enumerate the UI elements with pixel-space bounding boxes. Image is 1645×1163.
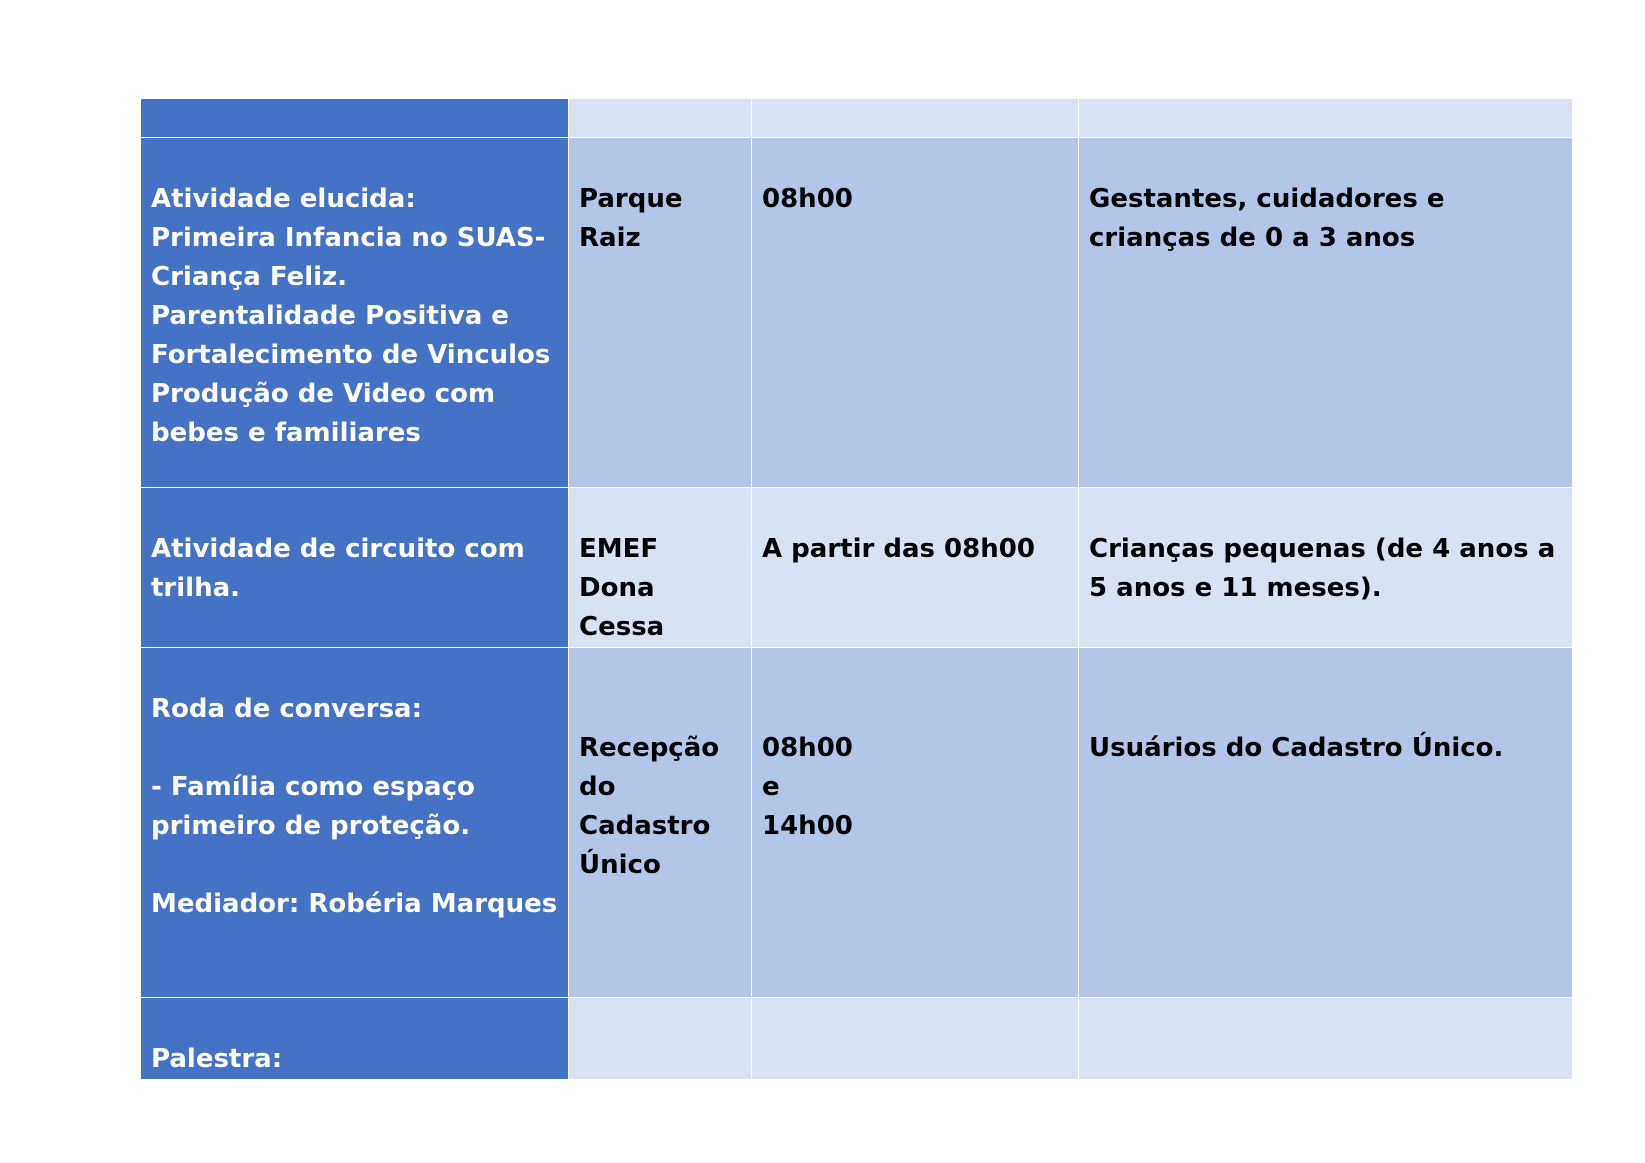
audience-cell: Crianças pequenas (de 4 anos a 5 anos e 11 meses).	[1079, 488, 1573, 648]
audience-cell: Usuários do Cadastro Único.	[1079, 648, 1573, 998]
audience-cell: Gestantes, cuidadores e crianças de 0 a 3 anos	[1079, 138, 1573, 488]
activity-cell: Atividade de circuito com trilha.	[141, 488, 569, 648]
time-cell	[752, 998, 1079, 1080]
table-row	[141, 138, 1573, 488]
location-cell	[569, 998, 752, 1080]
table-row	[141, 648, 1573, 998]
activity-cell: Roda de conversa: - Família como espaço primeiro de proteção. Mediador: Robéria Marques	[141, 648, 569, 998]
header-row	[141, 99, 1573, 138]
schedule-table	[140, 98, 1573, 1080]
location-cell: EMEF Dona Cessa	[569, 488, 752, 648]
activity-cell: Atividade elucida: Primeira Infancia no SUAS- Criança Feliz. Parentalidade Positiva e Fortalecimento de Vinculos Produção de Video com bebes e familiares	[141, 138, 569, 488]
location-cell: Parque Raiz	[569, 138, 752, 488]
header-cell-activity	[141, 99, 569, 138]
time-cell: A partir das 08h00	[752, 488, 1079, 648]
header-cell-location	[569, 99, 752, 138]
table-row	[141, 998, 1573, 1080]
header-cell-time	[752, 99, 1079, 138]
time-cell: 08h00	[752, 138, 1079, 488]
table-row	[141, 488, 1573, 648]
activity-cell: Palestra:	[141, 998, 569, 1080]
time-cell: 08h00 e 14h00	[752, 648, 1079, 998]
location-cell: Recepção do Cadastro Único	[569, 648, 752, 998]
audience-cell	[1079, 998, 1573, 1080]
header-cell-audience	[1079, 99, 1573, 138]
